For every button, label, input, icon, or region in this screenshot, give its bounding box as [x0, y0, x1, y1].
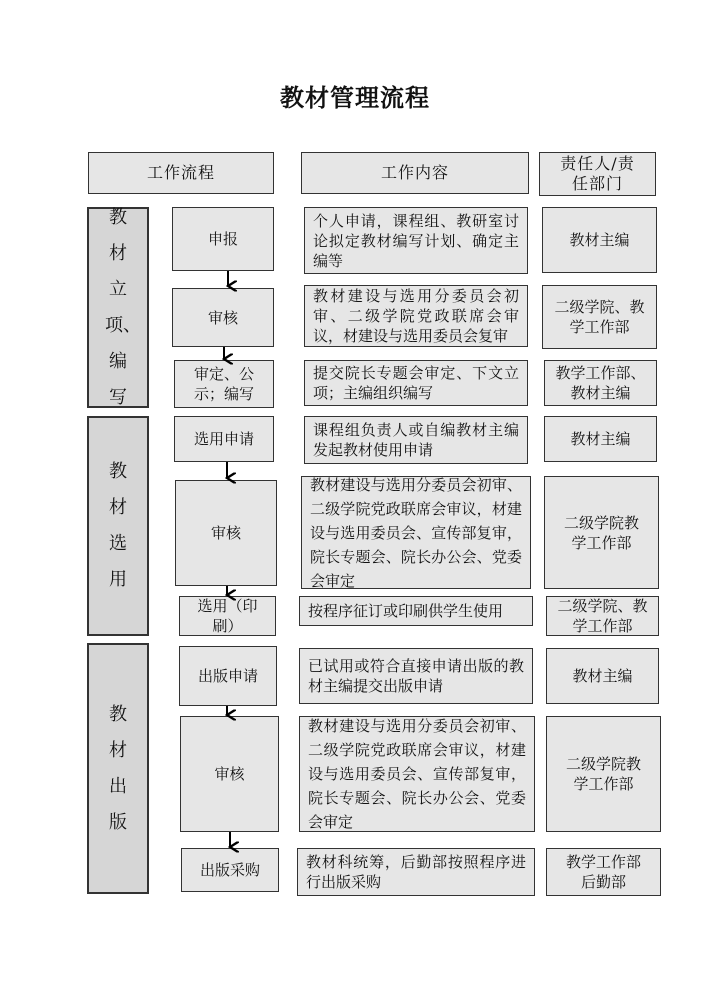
content-box: [299, 596, 533, 626]
header-responsible-label: 责任人/责任部门: [560, 154, 635, 193]
content-box: [299, 716, 535, 832]
content-text: 已试用或符合直接申请出版的教材主编提交出版申请: [308, 657, 524, 695]
content-text: 教材建设与选用分委员会初审、二级学院党政联席会审议，材建设与选用委员会复审: [313, 287, 519, 345]
step-box: [172, 288, 274, 347]
header-content-label: 工作内容: [380, 163, 449, 182]
phase-label: 教材出版: [109, 703, 127, 833]
responsible-box: [544, 360, 657, 406]
phase-selection: [87, 416, 149, 636]
responsible-box: [546, 596, 659, 636]
step-label: 选用（印刷）: [197, 597, 258, 635]
responsible-box: [546, 716, 661, 832]
header-process: [88, 152, 274, 194]
content-text: 按程序征订或印刷供学生使用: [308, 602, 504, 620]
responsible-box: [542, 207, 657, 273]
content-text: 教材建设与选用分委员会初审、二级学院党政联席会审议，材建设与选用委员会、宣传部复审，院长专题会、院长办公会、党委会审定: [310, 475, 522, 590]
responsible-text: 教材主编: [572, 667, 633, 685]
content-box: [304, 416, 528, 464]
step-label: 审定、公示；编写: [193, 365, 254, 403]
header-process-label: 工作流程: [146, 163, 215, 182]
responsible-text: 教学工作部、教材主编: [555, 364, 646, 402]
responsible-text: 教材主编: [570, 430, 631, 448]
responsible-box: [542, 285, 657, 349]
step-label: 出版采购: [199, 861, 260, 879]
header-content: [301, 152, 529, 194]
responsible-text: 二级学院、教学工作部: [554, 298, 645, 336]
step-box: [174, 416, 274, 462]
step-box: [175, 480, 277, 586]
step-label: 出版申请: [197, 667, 258, 685]
responsible-box: [544, 476, 659, 589]
content-box: [304, 207, 528, 274]
content-box: [297, 848, 535, 896]
responsible-text: 教学工作部后勤部: [565, 853, 641, 891]
content-text: 个人申请，课程组、教研室讨论拟定教材编写计划、确定主编等: [313, 211, 519, 270]
step-label: 审核: [210, 524, 241, 542]
page-title: 教材管理流程: [280, 83, 430, 112]
responsible-text: 二级学院教学工作部: [563, 513, 639, 552]
step-box: [180, 716, 279, 832]
responsible-box: [544, 416, 657, 462]
content-box: [304, 285, 528, 347]
step-box: [179, 646, 277, 706]
header-responsible: [539, 152, 656, 196]
step-label: 申报: [207, 230, 238, 248]
step-box: [174, 360, 274, 408]
content-text: 提交院长专题会审定、下文立项；主编组织编写: [313, 364, 519, 402]
responsible-box: [546, 648, 659, 704]
phase-label: 教材选用: [109, 461, 127, 590]
step-label: 选用申请: [193, 430, 254, 448]
content-text: 课程组负责人或自编教材主编发起教材使用申请: [313, 421, 519, 459]
phase-label: 教材立项、编写: [105, 206, 141, 408]
step-box: [181, 848, 279, 892]
step-box: [179, 596, 276, 636]
responsible-text: 教材主编: [569, 231, 630, 249]
content-box: [301, 476, 531, 589]
responsible-text: 二级学院、教学工作部: [557, 597, 648, 635]
step-label: 审核: [207, 308, 238, 327]
phase-publishing: [87, 643, 149, 894]
content-text: 教材科统筹，后勤部按照程序进行出版采购: [306, 853, 526, 891]
responsible-box: [546, 848, 661, 896]
phase-project-writing: [87, 207, 149, 408]
content-box: [299, 648, 533, 704]
step-label: 审核: [214, 765, 245, 783]
step-box: [172, 207, 274, 271]
content-text: 教材建设与选用分委员会初审、二级学院党政联席会审议，材建设与选用委员会、宣传部复审，院长专题会、院长办公会、党委会审定: [308, 717, 526, 831]
responsible-text: 二级学院教学工作部: [565, 755, 641, 793]
content-box: [304, 360, 528, 406]
